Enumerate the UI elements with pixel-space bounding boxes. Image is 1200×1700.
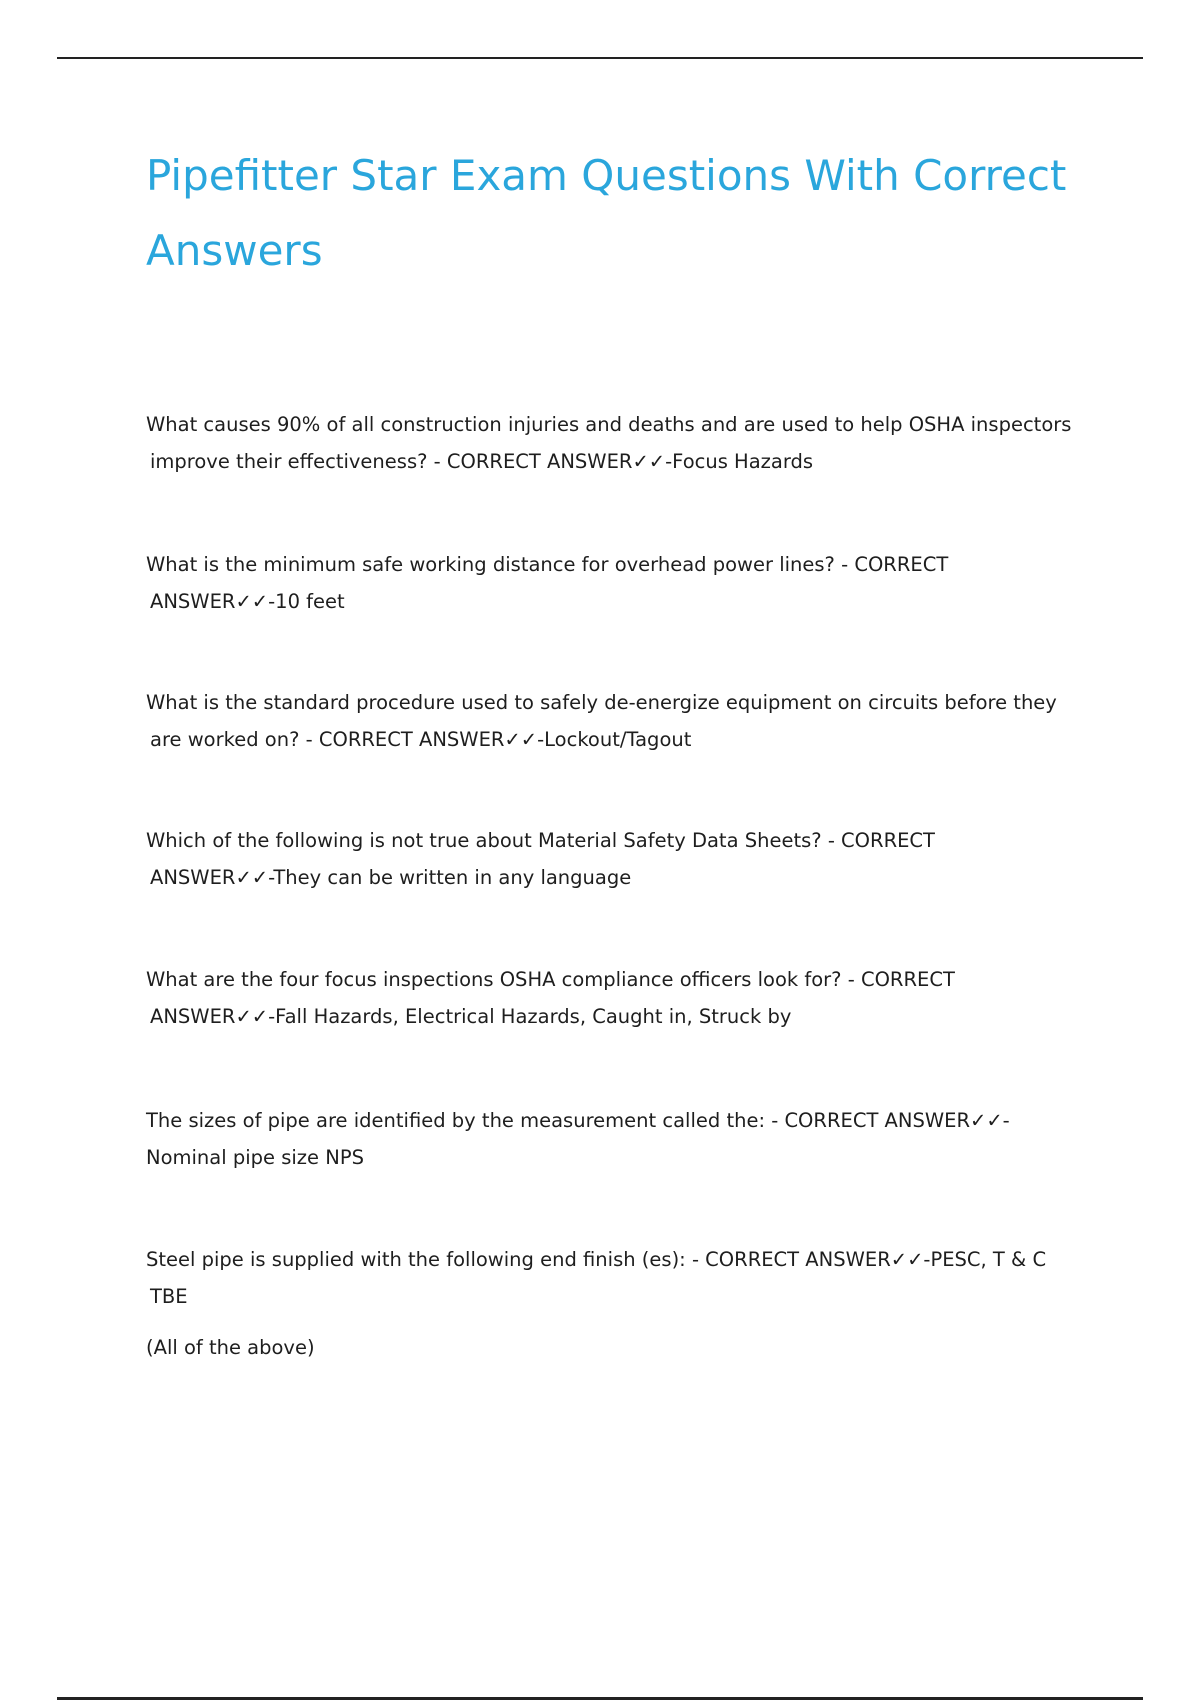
question-line: What are the four focus inspections OSHA compliance officers look for? - CORRECT	[146, 968, 955, 991]
qa-item	[146, 406, 1106, 480]
header-rule	[57, 57, 1143, 59]
answer-note: (All of the above)	[146, 1336, 315, 1359]
question-line: The sizes of pipe are identified by the measurement called the: - CORRECT ANSWER✓✓-	[146, 1109, 1010, 1132]
answer-line: Nominal pipe size NPS	[146, 1146, 364, 1169]
answer-line: improve their effectiveness? - CORRECT ANSWER✓✓-Focus Hazards	[150, 450, 814, 473]
question-line: Which of the following is not true about Material Safety Data Sheets? - CORRECT	[146, 829, 935, 852]
question-line: What causes 90% of all construction injuries and deaths and are used to help OSHA inspectors	[146, 413, 1072, 436]
document-title: Pipefitter Star Exam Questions With Correct Answers	[146, 151, 1067, 275]
answer-line: ANSWER✓✓-10 feet	[150, 590, 345, 613]
qa-item	[146, 1102, 1106, 1176]
qa-item	[146, 1241, 1106, 1366]
qa-item	[146, 961, 1106, 1035]
answer-line: are worked on? - CORRECT ANSWER✓✓-Lockout/Tagout	[150, 728, 692, 751]
answer-line: TBE	[150, 1285, 188, 1308]
qa-item	[146, 684, 1106, 758]
question-line: Steel pipe is supplied with the following end finish (es): - CORRECT ANSWER✓✓-PESC, T & C	[146, 1248, 1047, 1271]
answer-line: ANSWER✓✓-Fall Hazards, Electrical Hazards, Caught in, Struck by	[150, 1005, 792, 1028]
question-line: What is the standard procedure used to safely de-energize equipment on circuits before they	[146, 691, 1057, 714]
qa-item	[146, 822, 1106, 896]
question-line: What is the minimum safe working distance for overhead power lines? - CORRECT	[146, 553, 949, 576]
qa-item	[146, 546, 1106, 620]
answer-line: ANSWER✓✓-They can be written in any language	[150, 866, 632, 889]
